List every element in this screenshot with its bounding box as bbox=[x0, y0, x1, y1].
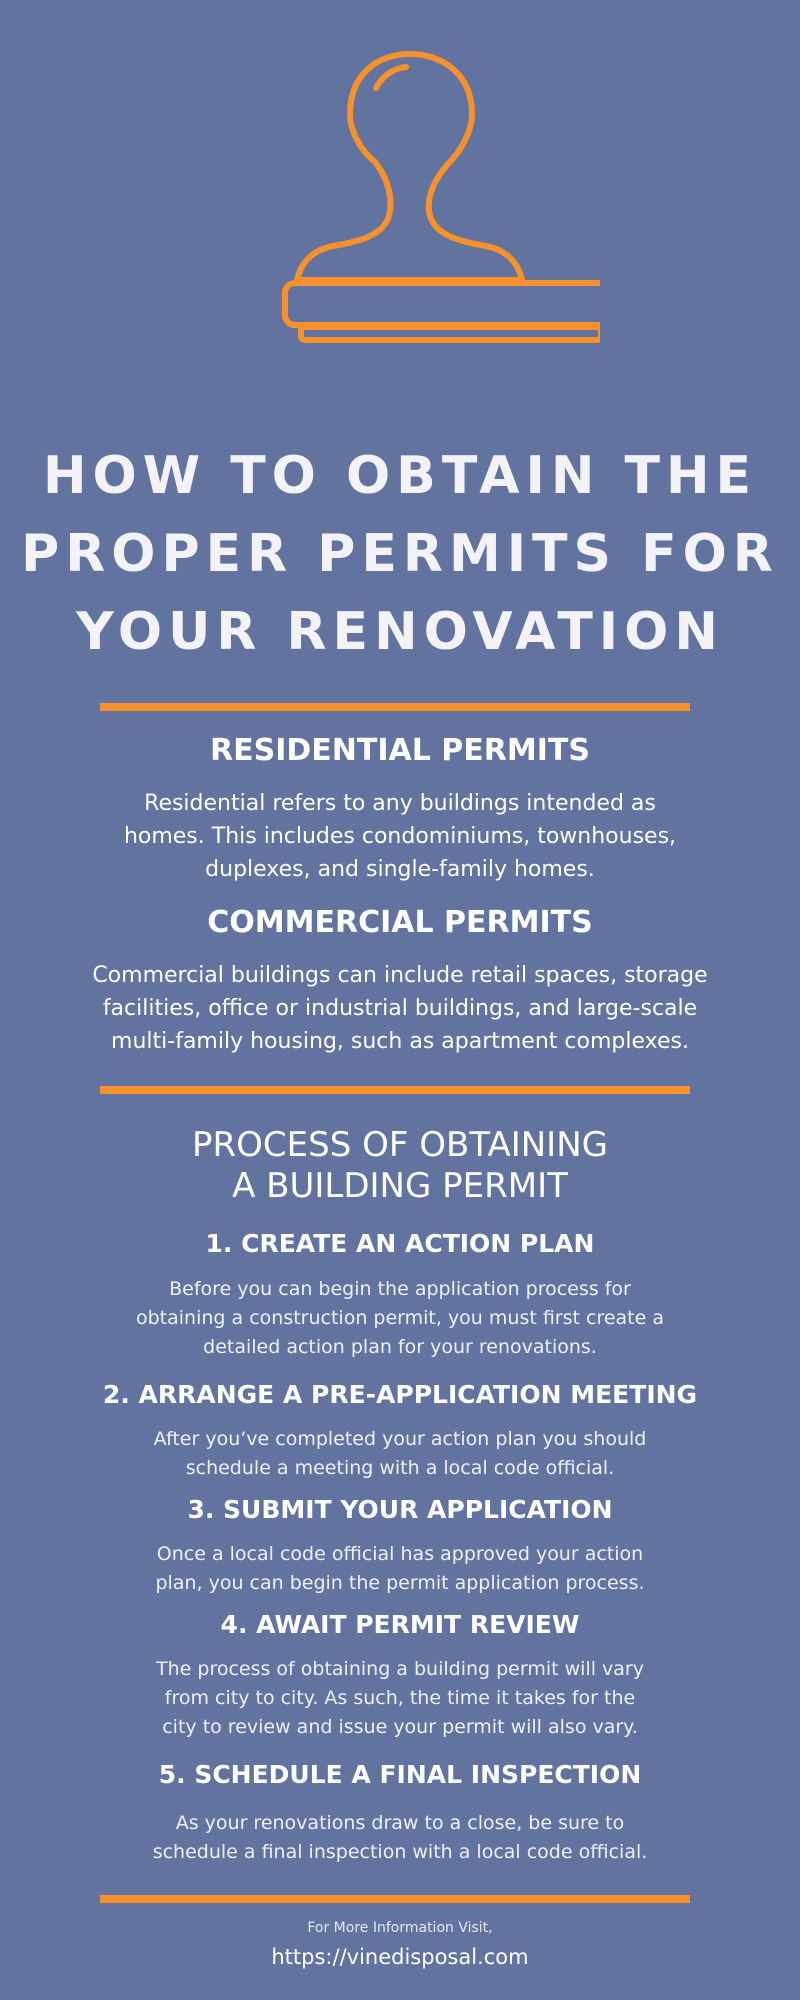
page-title bbox=[0, 437, 800, 671]
text-line: Once a local code official has approved your action bbox=[156, 1543, 644, 1565]
step-4-title: 4. AWAIT PERMIT REVIEW bbox=[220, 1610, 580, 1639]
step-2-title: 2. ARRANGE A PRE-APPLICATION MEETING bbox=[102, 1380, 698, 1409]
divider-middle bbox=[100, 1086, 690, 1094]
stamp-icon bbox=[200, 40, 600, 420]
text-line: facilities, office or industrial buildings, and large-scale bbox=[102, 996, 698, 1021]
text-line: Before you can begin the application process for bbox=[169, 1278, 631, 1300]
process-title-line: PROCESS OF OBTAINING bbox=[192, 1125, 608, 1165]
text-line: plan, you can begin the permit application process. bbox=[155, 1572, 645, 1594]
process-title bbox=[0, 1125, 800, 1207]
title-line: YOUR RENOVATION bbox=[76, 602, 724, 662]
commercial-description bbox=[90, 959, 710, 1058]
text-line: Residential refers to any buildings intended as bbox=[144, 791, 656, 816]
footer-website-link[interactable]: https://vinedisposal.com bbox=[271, 1945, 529, 1969]
step-1-title: 1. CREATE AN ACTION PLAN bbox=[205, 1229, 595, 1258]
process-title-line: A BUILDING PERMIT bbox=[232, 1166, 568, 1206]
divider-top bbox=[100, 703, 690, 711]
step-5-description bbox=[110, 1809, 690, 1867]
stamp-illustration bbox=[0, 40, 800, 420]
step-3-title: 3. SUBMIT YOUR APPLICATION bbox=[187, 1495, 613, 1524]
step-1-description bbox=[110, 1275, 690, 1362]
step-3-description bbox=[110, 1540, 690, 1598]
text-line: Commercial buildings can include retail spaces, storage bbox=[92, 963, 708, 988]
text-line: obtaining a construction permit, you must first create a bbox=[136, 1307, 664, 1329]
step-5-title: 5. SCHEDULE A FINAL INSPECTION bbox=[158, 1760, 642, 1789]
title-line: HOW TO OBTAIN THE bbox=[43, 446, 757, 506]
text-line: As your renovations draw to a close, be sure to bbox=[175, 1812, 625, 1834]
text-line: The process of obtaining a building permit will vary bbox=[156, 1658, 644, 1680]
text-line: detailed action plan for your renovations. bbox=[203, 1336, 597, 1358]
footer-label: For More Information Visit, bbox=[307, 1920, 493, 1936]
text-line: homes. This includes condominiums, townhouses, bbox=[123, 824, 677, 849]
text-line: schedule a final inspection with a local code official. bbox=[152, 1841, 648, 1863]
text-line: multi-family housing, such as apartment complexes. bbox=[111, 1029, 689, 1054]
commercial-title: COMMERCIAL PERMITS bbox=[207, 905, 593, 940]
text-line: from city to city. As such, the time it takes for the bbox=[164, 1687, 636, 1709]
step-2-description bbox=[110, 1425, 690, 1483]
residential-description bbox=[90, 787, 710, 886]
residential-title: RESIDENTIAL PERMITS bbox=[210, 733, 590, 768]
text-line: schedule a meeting with a local code official. bbox=[185, 1457, 615, 1479]
step-4-description bbox=[110, 1655, 690, 1742]
divider-bottom bbox=[100, 1895, 690, 1903]
text-line: city to review and issue your permit will also vary. bbox=[162, 1716, 638, 1738]
title-line: PROPER PERMITS FOR bbox=[21, 524, 779, 584]
text-line: duplexes, and single-family homes. bbox=[205, 857, 595, 882]
text-line: After you’ve completed your action plan you should bbox=[153, 1428, 647, 1450]
